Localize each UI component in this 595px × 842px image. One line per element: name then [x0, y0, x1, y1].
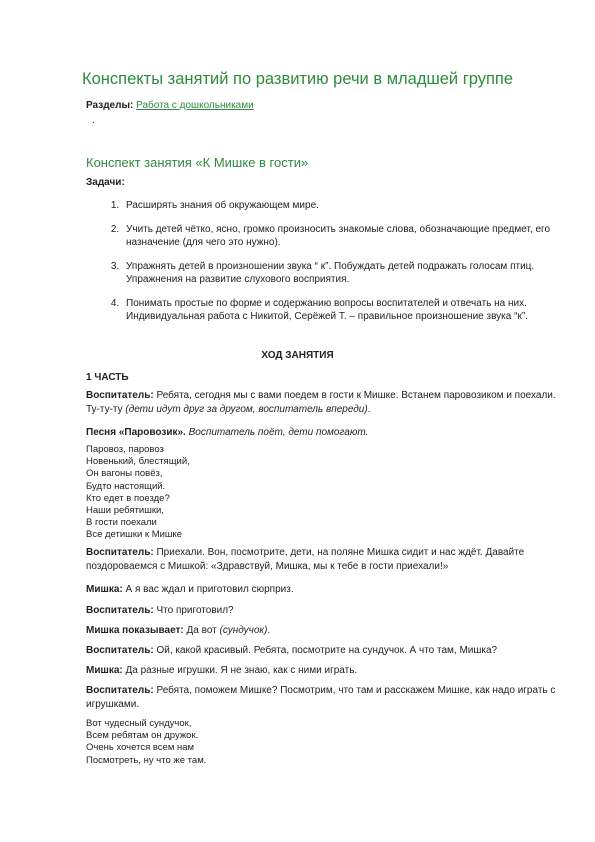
task-item: 2. Учить детей чётко, ясно, громко произносить знакомые слова, обозначающие предмет, его назначение (для чего это нужно). — [122, 223, 592, 250]
stage-note: (сундучок) — [219, 625, 268, 636]
lesson-flow-heading: ХОД ЗАНЯТИЯ — [261, 350, 334, 361]
dialogue-text: Да вот — [183, 625, 220, 636]
dialogue-text: Ой, какой красивый. Ребята, посмотрите на сундучок. А что там, Мишка? — [153, 645, 498, 656]
tasks-list — [86, 199, 592, 334]
poem-line: Наши ребятишки, — [86, 505, 164, 517]
song-paragraph — [86, 426, 561, 440]
poem-line: Кто едет в поезде? — [86, 492, 170, 504]
poem-line: В гости поехали — [86, 517, 157, 529]
poem-line: Новенький, блестящий, — [86, 456, 190, 468]
dialogue-paragraph — [86, 546, 561, 574]
tasks-label: Задачи: — [86, 177, 125, 188]
poem-line: Будто настоящий. — [86, 480, 166, 492]
speaker-label: Воспитатель: — [86, 645, 154, 656]
sections-link[interactable]: Работа с дошкольниками — [136, 100, 254, 111]
dialogue-text: Да разные игрушки. Я не знаю, как с ними играть. — [122, 665, 358, 676]
speaker-label: Воспитатель: — [86, 547, 154, 558]
part-heading: 1 ЧАСТЬ — [86, 372, 129, 383]
sections-label: Разделы: — [86, 100, 134, 111]
dialogue-paragraph — [86, 664, 561, 678]
dialogue-paragraph — [86, 684, 561, 712]
page-title: Конспекты занятий по развитию речи в младшей группе — [81, 70, 514, 88]
poem-line: Всем ребятам он дружок. — [86, 730, 199, 742]
poem-line: Все детишки к Мишке — [86, 529, 183, 541]
speaker-label: Воспитатель: — [86, 605, 154, 616]
dialogue-paragraph — [86, 389, 561, 417]
dialogue-paragraph — [86, 644, 561, 658]
dialogue-text: Ребята, поможем Мишке? Посмотрим, что там и расскажем Мишке, как надо играть с игрушками. — [86, 685, 556, 710]
poem-line: Вот чудесный сундучок, — [86, 718, 192, 729]
stage-note: (дети идут друг за другом, воспитатель впереди) — [125, 404, 368, 415]
task-item: 4. Понимать простые по форме и содержанию вопросы воспитателей и отвечать на них. Индивидуальная работа с Никитой, Серёжей Т. – правильное произношение звука “к”. — [122, 297, 592, 324]
poem-block — [86, 718, 206, 767]
sections-line — [86, 100, 254, 111]
poem-line: Посмотреть, ну что же там. — [86, 754, 207, 766]
dialogue-paragraph — [86, 624, 561, 638]
song-note: Воспитатель поёт, дети помогают. — [185, 427, 369, 438]
stray-dot: . — [92, 115, 95, 126]
speaker-label: Воспитатель: — [86, 390, 154, 401]
dialogue-end: . — [267, 625, 271, 636]
dialogue-text: Приехали. Вон, посмотрите, дети, на поляне Мишка сидит и нас ждёт. Давайте поздороваемся с Мишкой: «Здравствуй, Мишка, мы к тебе в гости приехали!» — [86, 547, 525, 572]
speaker-label: Воспитатель: — [86, 685, 154, 696]
dialogue-paragraph — [86, 604, 561, 618]
task-item: 1. Расширять знания об окружающем мире. — [122, 199, 592, 213]
dialogue-text: Ребята, сегодня мы с вами поедем в гости к Мишке. Встанем паровозиком и поехали. Ту-ту-ту — [86, 390, 556, 415]
poem-line: Он вагоны повёз, — [86, 468, 163, 480]
dialogue-end: . — [367, 404, 371, 415]
task-item: 3. Упражнять детей в произношении звука “ к”. Побуждать детей подражать голосам птиц. Упражнения на развитие слухового восприятия. — [122, 260, 592, 287]
poem-block — [86, 444, 190, 542]
poem-line: Паровоз, паровоз — [86, 444, 164, 455]
dialogue-paragraph — [86, 583, 561, 597]
speaker-label: Мишка показывает: — [86, 625, 184, 636]
dialogue-text: Что приготовил? — [153, 605, 234, 616]
song-label: Песня «Паровозик». — [86, 427, 186, 438]
dialogue-text: А я вас ждал и приготовил сюрприз. — [122, 584, 294, 595]
poem-line: Очень хочется всем нам — [86, 742, 195, 754]
speaker-label: Мишка: — [86, 584, 123, 595]
lesson-title: Конспект занятия «К Мишке в гости» — [86, 155, 309, 170]
speaker-label: Мишка: — [86, 665, 123, 676]
